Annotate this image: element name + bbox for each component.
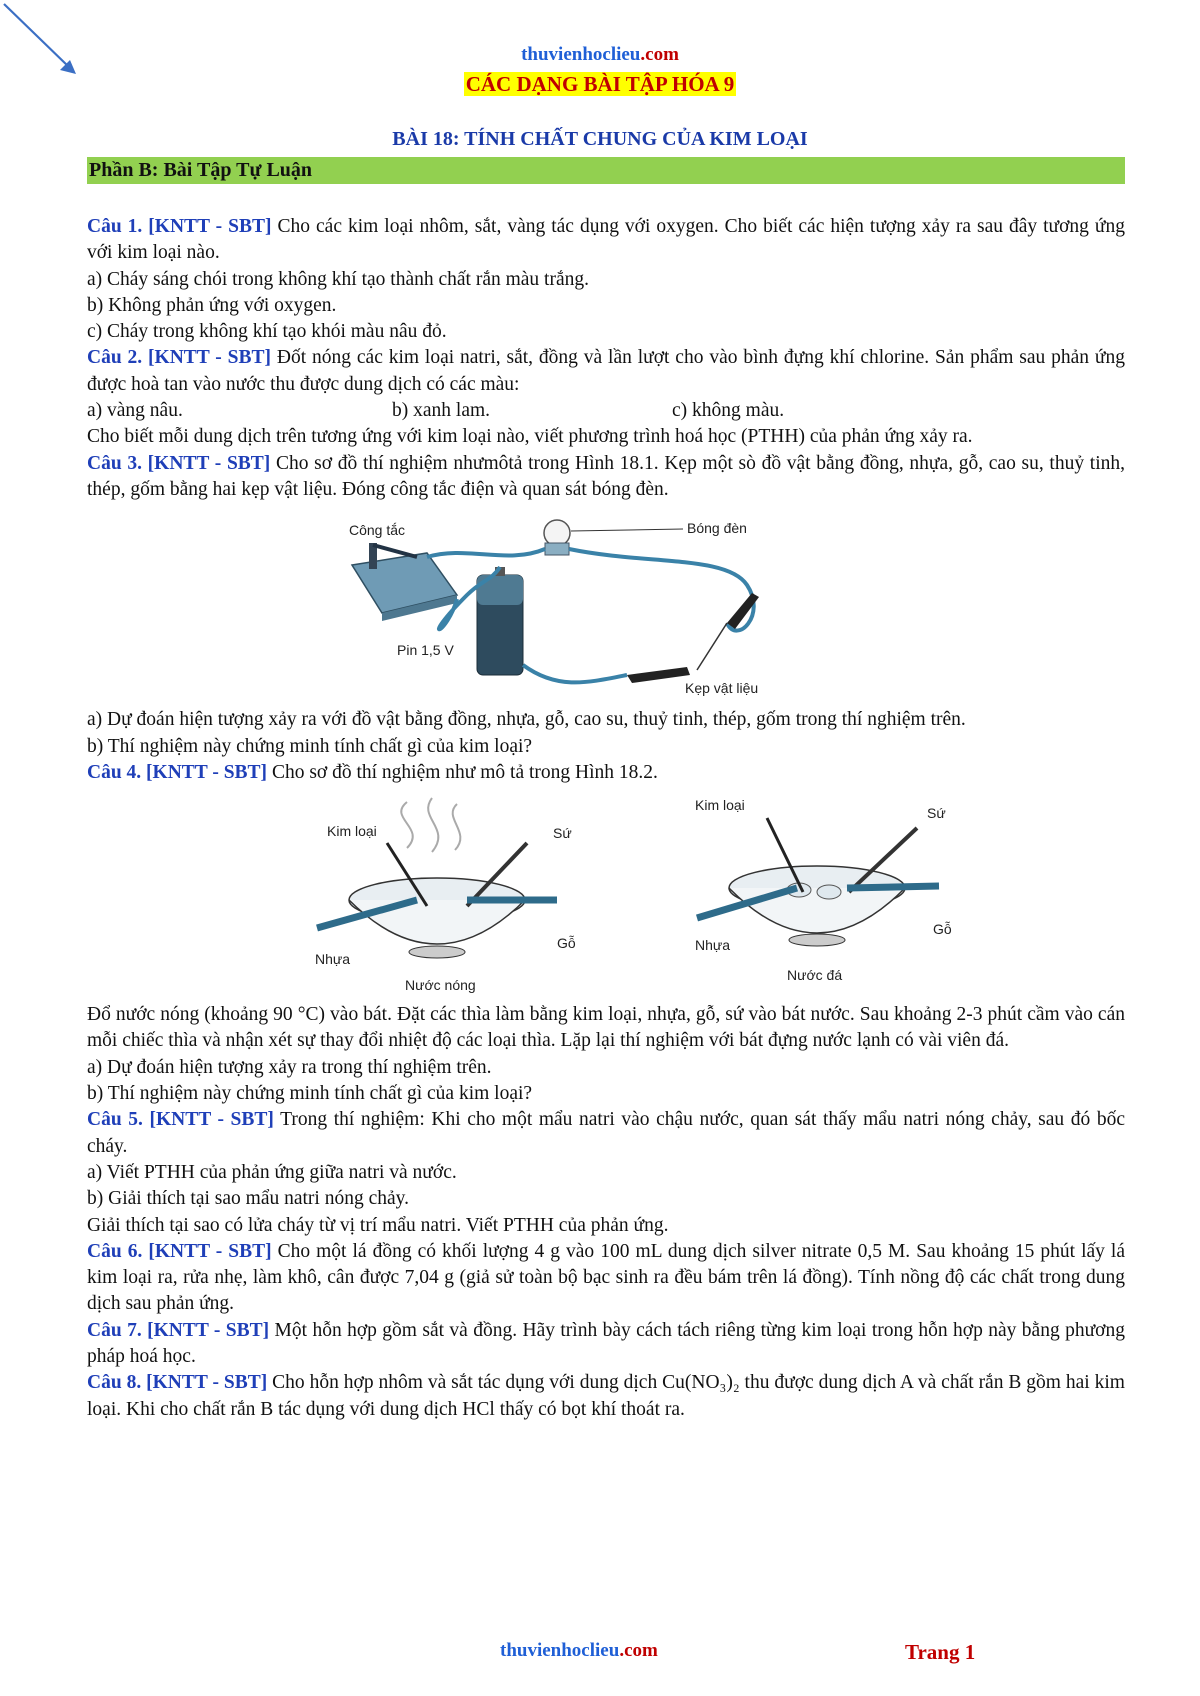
option-c: Giải thích tại sao có lửa cháy từ vị trí mẩu natri. Viết PTHH của phản ứng. — [87, 1214, 669, 1236]
question-label: Câu 3. [KNTT - SBT] — [87, 452, 271, 474]
footer-site-domain: .com — [619, 1640, 658, 1661]
question-label: Câu 8. [KNTT - SBT] — [87, 1372, 268, 1394]
question-text: Một hỗn hợp gồm sắt và đồng. Hãy trình bày cách tách riêng từng kim loại trong hỗn hợp này bằng phương pháp hoá học. — [87, 1319, 1125, 1368]
options-row — [87, 398, 1125, 424]
option-b: b) Thí nghiệm này chứng minh tính chất gì của kim loại? — [87, 1083, 533, 1105]
hot-water-bowl — [315, 798, 576, 993]
option-a: a) Viết PTHH của phản ứng giữa natri và nước. — [87, 1161, 457, 1183]
question-text: Cho hỗn hợp nhôm và sắt tác dụng với dung dịch Cu(NO₃)₂ thu được dung dịch A và chất rắn B gồm hai kim loại. Khi cho chất rắn B tác dụng với dung dịch HCl thấy có bọt khí thoát ra. — [87, 1372, 1125, 1420]
bowl-diagram — [87, 788, 1125, 1000]
label-clamp: Kẹp vật liệu — [685, 680, 759, 697]
lesson-title: BÀI 18: TÍNH CHẤT CHUNG CỦA KIM LOẠI — [392, 128, 808, 150]
option-b: b) Thí nghiệm này chứng minh tính chất gì của kim loại? — [87, 735, 533, 757]
bulb-holder — [545, 543, 569, 555]
section-heading: Phần B: Bài Tập Tự Luận — [87, 157, 1125, 184]
question-text: Cho các kim loại nhôm, sắt, vàng tác dụng với oxygen. Cho biết các hiện tượng xảy ra sau đây tương ứng với kim loại nào. — [87, 216, 1125, 264]
option-c: c) không màu. — [672, 400, 785, 422]
question-label: Câu 6. [KNTT - SBT] — [87, 1240, 272, 1262]
question-8 — [87, 1370, 1125, 1423]
wood-spoon — [847, 886, 939, 888]
option-b: b) xanh lam. — [392, 400, 491, 422]
footer-site-name: thuvienhoclieu — [500, 1640, 620, 1661]
label-wood: Gỗ — [557, 935, 576, 952]
question-4 — [87, 760, 1125, 786]
label-ceramic: Sứ — [927, 805, 946, 822]
question-text: Cho sơ đồ thí nghiệm nhưmôtả trong Hình 18.1. Kẹp một sò đồ vật bằng đồng, nhựa, gỗ, cao su, thuỷ tinh, thép, gốm bằng hai kẹp vật liệu. Đóng công tắc điện và quan sát bóng đèn. — [87, 452, 1125, 500]
label-wood: Gỗ — [933, 921, 952, 938]
question-text: Trong thí nghiệm: Khi cho một mẩu natri vào chậu nước, quan sát thấy mẩu natri nóng chảy, sau đó bốc cháy. — [87, 1109, 1125, 1157]
question-2 — [87, 345, 1125, 398]
label-switch: Công tắc — [349, 522, 406, 539]
footer-site-link[interactable] — [500, 1640, 658, 1662]
label-metal: Kim loại — [327, 823, 377, 840]
wire — [523, 665, 627, 682]
wire — [569, 549, 754, 631]
option-a: a) Dự đoán hiện tượng xảy ra trong thí nghiệm trên. — [87, 1056, 492, 1078]
question-text: Cho một lá đồng có khối lượng 4 g vào 100 mL dung dịch silver nitrate 0,5 M. Sau khoảng 15 phút lấy lá kim loại ra, rửa nhẹ, làm khô, cân được 7,04 g (giả sử toàn bộ bạc sinh ra đều bám trên lá đồng). Tính nồng độ các chất trong dung dịch sau phản ứng. — [87, 1240, 1125, 1315]
question-label: Câu 4. [KNTT - SBT] — [87, 761, 268, 783]
option-a: a) vàng nâu. — [87, 400, 183, 422]
figure-18-2 — [87, 788, 1125, 1000]
label-metal: Kim loại — [695, 797, 745, 814]
label-plastic: Nhựa — [695, 937, 731, 954]
page-number: Trang 1 — [905, 1640, 976, 1664]
clamp-icon — [627, 667, 690, 683]
switch-lever — [373, 545, 417, 557]
option-a: a) Dự đoán hiện tượng xảy ra với đồ vật bằng đồng, nhựa, gỗ, cao su, thuỷ tinh, thép, gốm trong thí nghiệm trên. — [87, 709, 966, 731]
document-body — [87, 214, 1125, 1423]
option-b: b) Không phản ứng với oxygen. — [87, 294, 337, 316]
label-hot-water: Nước nóng — [405, 977, 476, 994]
figure-18-1 — [87, 505, 1125, 705]
option-b: b) Giải thích tại sao mẩu natri nóng chảy. — [87, 1188, 410, 1210]
circuit-diagram — [87, 505, 1125, 705]
bulb-icon — [544, 520, 570, 546]
label-bulb: Bóng đèn — [687, 520, 747, 537]
site-domain: .com — [640, 44, 679, 65]
steam-icon — [401, 798, 460, 852]
question-label: Câu 7. [KNTT - SBT] — [87, 1319, 270, 1341]
site-link[interactable] — [0, 44, 1200, 66]
ice-water-bowl — [695, 797, 952, 983]
label-ceramic: Sứ — [553, 825, 572, 842]
doc-title — [0, 72, 1200, 97]
question-6 — [87, 1239, 1125, 1318]
ice-cube — [817, 885, 841, 899]
question-5 — [87, 1107, 1125, 1160]
question-label: Câu 2. [KNTT - SBT] — [87, 347, 272, 369]
label-battery: Pin 1,5 V — [397, 642, 454, 659]
question-text: Đốt nóng các kim loại natri, sắt, đồng và lần lượt cho vào bình đựng khí chlorine. Sản phẩm sau phản ứng được hoà tan vào nước thu được dung dịch có các màu: — [87, 347, 1125, 395]
option-c: c) Cháy trong không khí tạo khói màu nâu đỏ. — [87, 321, 447, 343]
label-ice-water: Nước đá — [787, 967, 843, 984]
option-a: a) Cháy sáng chói trong không khí tạo thành chất rắn màu trắng. — [87, 268, 589, 290]
wire — [427, 549, 545, 557]
question-7 — [87, 1318, 1125, 1371]
label-plastic: Nhựa — [315, 951, 351, 968]
question-label: Câu 5. [KNTT - SBT] — [87, 1109, 274, 1131]
corner-arrow-icon — [0, 0, 90, 80]
question-label: Câu 1. [KNTT - SBT] — [87, 216, 272, 237]
question-4-body: Đổ nước nóng (khoảng 90 °C) vào bát. Đặt các thìa làm bằng kim loại, nhựa, gỗ, sứ vào bát nước. Sau khoảng 2-3 phút cầm vào cán mỗi chiếc thìa và nhận xét sự thay đổi nhiệt độ các loại thìa. Lặp lại thí nghiệm với bát đựng nước lạnh có vài viên đá. — [87, 1004, 1125, 1052]
question-text: Cho sơ đồ thí nghiệm như mô tả trong Hình 18.2. — [267, 761, 658, 783]
question-1 — [87, 214, 1125, 267]
doc-title-text: CÁC DẠNG BÀI TẬP HÓA 9 — [465, 72, 735, 96]
question-3 — [87, 451, 1125, 504]
question-tail: Cho biết mỗi dung dịch trên tương ứng với kim loại nào, viết phương trình hoá học (PTHH) của phản ứng xảy ra. — [87, 426, 973, 448]
site-name: thuvienhoclieu — [521, 44, 641, 65]
